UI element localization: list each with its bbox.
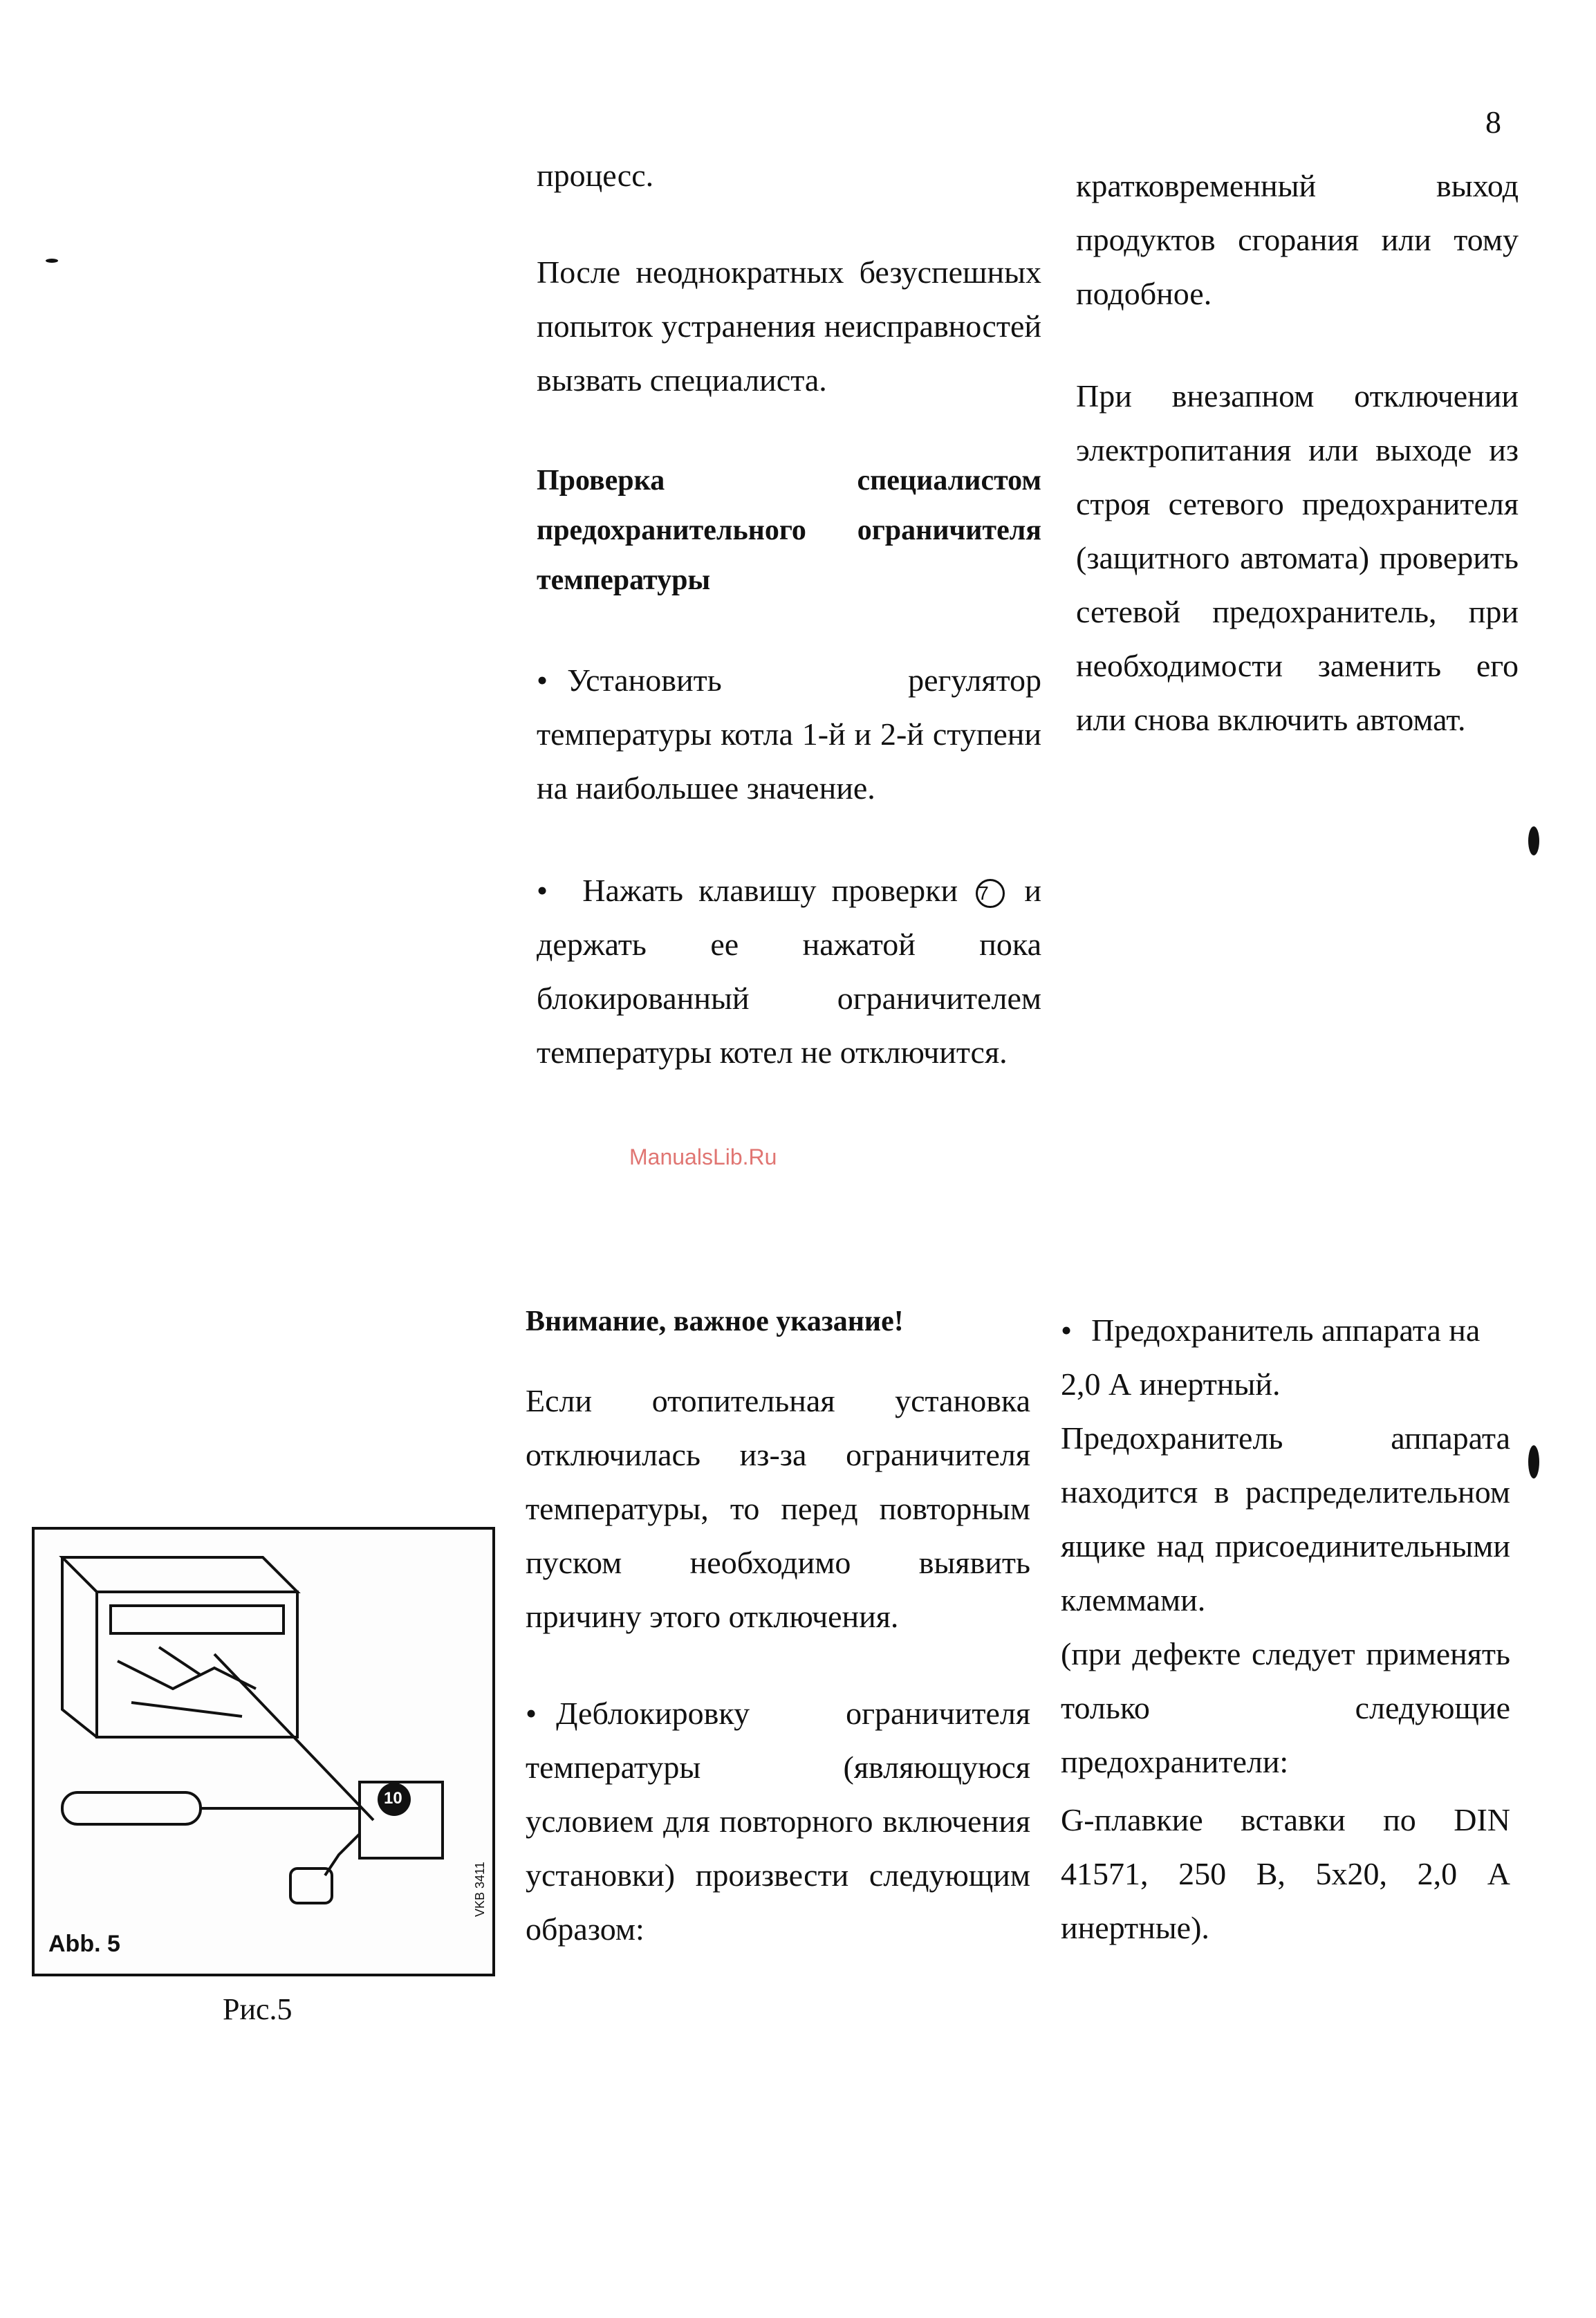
column-top-left <box>537 149 1041 1079</box>
figure-boiler-illustration <box>32 1527 495 1976</box>
scan-mark <box>1528 1445 1539 1478</box>
bullet-press-test-key <box>537 864 1041 1079</box>
paragraph-call-specialist: После неоднократных безуспешных попыток устранения неисправностей вызвать специалиста. <box>537 254 1041 398</box>
section-heading-limiter-check: Проверка специалистом предохранительного ограничителя температуры <box>537 465 1041 596</box>
column-bottom-left <box>526 1297 1030 1956</box>
bullet-set-regulator: • Установить регулятор температуры котла 1-й и 2-й ступени на наибольшее значение. <box>537 653 1041 815</box>
screwdriver-handle <box>62 1792 201 1824</box>
bullet-unlock-limiter: • Деблокировку ограничителя температуры (являющуюся условием для повторного включения установки) произвести следующим образом: <box>526 1687 1030 1956</box>
column-top-right <box>1076 159 1519 747</box>
figure-caption: Рис.5 <box>223 1992 293 2026</box>
figure-label: Abb. 5 <box>48 1931 120 1957</box>
paragraph-fuse-location: Предохранитель аппарата находится в распределительном ящике над присоединительными клеммами. <box>1061 1420 1510 1617</box>
control-panel <box>111 1606 284 1633</box>
boiler-inner-parts <box>118 1647 256 1716</box>
paragraph-find-cause: Если отопительная установка отключилась из-за ограничителя температуры, то перед повторным пуском необходимо выявить причину этого отключения. <box>526 1383 1030 1634</box>
boiler-side-outline <box>62 1557 97 1737</box>
paragraph-power-failure: При внезапном отключении электропитания или выходе из строя сетевого предохранителя (защитного автомата) проверить сетевой предохранитель, при необходимости заменить его или снова включить автомат. <box>1076 378 1519 737</box>
test-key-number-icon: 7 <box>976 879 1005 908</box>
bullet-press-test-key-text-start: Нажать клавишу проверки <box>582 873 958 908</box>
paragraph-process: процесс. <box>537 158 654 193</box>
scan-mark <box>1528 826 1539 855</box>
bullet-device-fuse: • Предохранитель аппарата на 2,0 А инертный. <box>1061 1304 1510 1411</box>
figure-code: VKB 3411 <box>473 1862 487 1917</box>
callout-number: 10 <box>384 1789 402 1808</box>
bullet-press-test-key-text-end: и держать ее нажатой пока блокированный ограничителем температуры котел не отключится. <box>537 873 1042 1070</box>
paragraph-fuse-defect: (при дефекте следует применять только следующие предохранители: <box>1061 1636 1510 1779</box>
section-heading-attention: Внимание, важное указание! <box>526 1306 904 1337</box>
paragraph-combustion-products: кратковременный выход продуктов сгорания или тому подобное. <box>1076 168 1519 311</box>
column-bottom-right <box>1061 1304 1510 1955</box>
boiler-drawing <box>35 1530 492 1974</box>
paragraph-fuse-spec: G-плавкие вставки по DIN 41571, 250 В, 5х20, 2,0 А инертные). <box>1061 1802 1510 1945</box>
boiler-top-outline <box>62 1557 297 1592</box>
watermark: ManualsLib.Ru <box>629 1144 777 1169</box>
page-number: 8 <box>1485 104 1501 140</box>
scan-mark <box>46 259 58 263</box>
